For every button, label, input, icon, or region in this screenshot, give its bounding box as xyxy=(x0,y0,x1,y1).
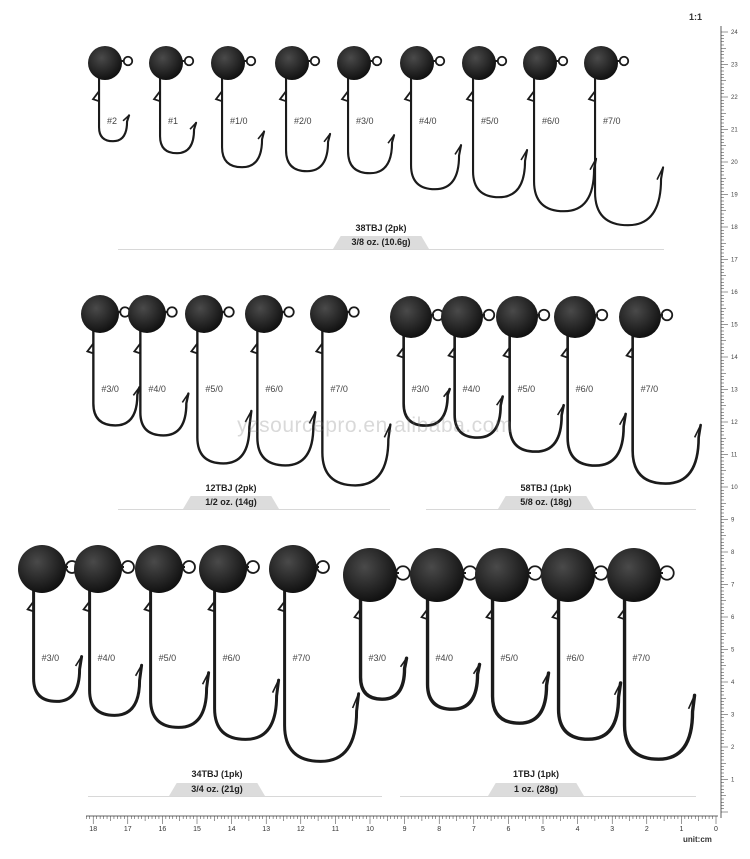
hook-wire xyxy=(559,591,621,739)
ball-head xyxy=(81,295,119,333)
group-38tbj-code: 38TBJ (2pk) xyxy=(355,223,407,233)
hook-size-label: #5/0 xyxy=(517,384,536,394)
vertical-ruler-label: 20 xyxy=(731,160,738,166)
ball-head xyxy=(410,548,464,602)
hook-size-label: #4/0 xyxy=(148,384,166,394)
vertical-ruler-label: 23 xyxy=(731,62,738,69)
unit-label: unit:cm xyxy=(683,835,712,844)
ball-head xyxy=(185,295,223,333)
jig-head-hook xyxy=(607,548,695,759)
hook-size-label: #6/0 xyxy=(222,653,241,663)
line-tie-eye xyxy=(498,57,507,66)
hook-wire xyxy=(34,583,82,701)
group-1tbj-weight: 1 oz. (28g) xyxy=(513,784,558,794)
horizontal-ruler-label: 4 xyxy=(575,826,580,833)
group-1tbj-divider xyxy=(400,796,696,797)
vertical-ruler-label: 19 xyxy=(731,192,738,199)
ball-head xyxy=(199,545,247,593)
line-tie-eye xyxy=(167,307,177,317)
jig-group-1 xyxy=(81,295,390,485)
jig-group-0 xyxy=(88,46,663,225)
hook-wire xyxy=(90,583,142,715)
ball-head xyxy=(462,46,496,80)
jig-head-hook xyxy=(135,545,209,727)
hook-size-label: #7/0 xyxy=(603,116,621,126)
vertical-ruler-label: 5 xyxy=(731,647,735,654)
hook-size-label: #2/0 xyxy=(294,116,312,126)
ball-head xyxy=(88,46,122,80)
hook-wire xyxy=(361,591,407,699)
vertical-ruler-label: 22 xyxy=(731,95,738,101)
horizontal-ruler-label: 10 xyxy=(366,826,374,833)
ball-head xyxy=(607,548,661,602)
jig-head-hook xyxy=(343,548,410,699)
jig-head-hook xyxy=(619,296,701,484)
line-tie-eye xyxy=(436,57,445,66)
jig-head-hook xyxy=(245,295,315,465)
hook-size-label: #7/0 xyxy=(330,384,348,394)
ball-head xyxy=(149,46,183,80)
line-tie-eye xyxy=(559,57,568,66)
ball-head xyxy=(541,548,595,602)
ball-head xyxy=(619,296,661,338)
hook-size-label: #5/0 xyxy=(158,653,177,663)
hook-size-label: #3/0 xyxy=(101,384,119,394)
horizontal-ruler xyxy=(86,816,718,833)
group-38tbj-weight: 3/8 oz. (10.6g) xyxy=(351,237,411,247)
vertical-ruler-label: 4 xyxy=(731,680,735,686)
horizontal-ruler-label: 14 xyxy=(227,826,236,833)
hook-size-label: #4/0 xyxy=(97,653,116,663)
hook-size-label: #2 xyxy=(107,116,118,126)
vertical-ruler-label: 15 xyxy=(731,322,738,329)
ball-head xyxy=(135,545,183,593)
group-12tbj-divider xyxy=(118,509,390,510)
jig-head-hook xyxy=(185,295,251,463)
line-tie-eye xyxy=(284,307,294,317)
hook-wire xyxy=(633,330,701,484)
jig-head-hook xyxy=(199,545,279,739)
line-tie-eye xyxy=(484,310,495,321)
scale-note: 1:1 xyxy=(689,12,703,22)
vertical-ruler-label: 10 xyxy=(731,485,738,491)
jig-head-hook xyxy=(149,46,196,153)
line-tie-eye xyxy=(311,57,320,66)
hook-size-label: #1/0 xyxy=(230,116,248,126)
hook-size-label: #3/0 xyxy=(411,384,430,394)
jig-head-hook xyxy=(390,296,450,426)
hook-wire xyxy=(285,583,359,761)
vertical-ruler-label: 16 xyxy=(731,290,738,296)
group-12tbj-code: 12TBJ (2pk) xyxy=(205,483,257,493)
hook-size-label: #7/0 xyxy=(632,653,651,663)
hook-size-label: #4/0 xyxy=(435,653,454,663)
hook-wire xyxy=(411,73,461,189)
group-34tbj-code: 34TBJ (1pk) xyxy=(191,769,243,779)
horizontal-ruler-label: 8 xyxy=(437,826,442,833)
vertical-ruler-label: 13 xyxy=(731,387,738,394)
line-tie-eye xyxy=(124,57,133,66)
vertical-ruler-label: 12 xyxy=(731,420,738,426)
hook-wire xyxy=(322,325,390,485)
hook-size-label: #7/0 xyxy=(640,384,659,394)
ball-head xyxy=(343,548,397,602)
group-34tbj-divider xyxy=(88,796,382,797)
jig-head-hook xyxy=(410,548,480,709)
line-tie-eye xyxy=(185,57,194,66)
jig-head-hook xyxy=(462,46,527,197)
jig-head-hook xyxy=(74,545,142,715)
hook-wire xyxy=(568,330,626,466)
jig-head-hook xyxy=(523,46,596,211)
ball-head xyxy=(310,295,348,333)
hook-size-label: #4/0 xyxy=(419,116,437,126)
vertical-ruler-label: 1 xyxy=(731,777,735,784)
group-12tbj-weight: 1/2 oz. (14g) xyxy=(205,497,257,507)
hook-wire xyxy=(404,330,450,426)
hook-wire xyxy=(99,73,129,141)
vertical-ruler-label: 17 xyxy=(731,257,738,264)
group-58tbj-weight: 5/8 oz. (18g) xyxy=(520,497,572,507)
vertical-ruler-label: 8 xyxy=(731,550,735,556)
hook-wire xyxy=(428,591,480,709)
horizontal-ruler-label: 2 xyxy=(644,826,649,833)
line-tie-eye xyxy=(597,310,608,321)
horizontal-ruler-label: 7 xyxy=(471,826,476,833)
ball-head xyxy=(74,545,122,593)
vertical-ruler-label: 18 xyxy=(731,225,738,231)
ball-head xyxy=(400,46,434,80)
horizontal-ruler-label: 17 xyxy=(123,826,132,833)
hook-wire xyxy=(534,73,596,211)
jig-group-3 xyxy=(18,545,359,761)
ball-head xyxy=(584,46,618,80)
ball-head xyxy=(554,296,596,338)
horizontal-ruler-label: 5 xyxy=(541,826,545,833)
line-tie-eye xyxy=(224,307,234,317)
jig-head-hook xyxy=(475,548,549,723)
hook-wire xyxy=(473,73,527,197)
line-tie-eye xyxy=(662,310,673,321)
horizontal-ruler-label: 15 xyxy=(193,826,201,833)
horizontal-ruler-label: 1 xyxy=(679,826,684,833)
horizontal-ruler-label: 0 xyxy=(714,826,718,833)
horizontal-ruler-label: 18 xyxy=(89,826,98,833)
vertical-ruler-label: 24 xyxy=(731,30,738,36)
ball-head xyxy=(523,46,557,80)
hook-size-label: #3/0 xyxy=(368,653,387,663)
hook-wire xyxy=(625,591,695,759)
hook-wire xyxy=(160,73,196,153)
jig-head-hook xyxy=(88,46,132,141)
jig-head-hook xyxy=(18,545,82,701)
line-tie-eye xyxy=(349,307,359,317)
vertical-ruler-label: 2 xyxy=(731,745,735,751)
jig-head-hook xyxy=(310,295,390,485)
group-38tbj-divider xyxy=(118,249,664,250)
hook-wire xyxy=(595,73,663,225)
horizontal-ruler-label: 9 xyxy=(402,826,407,833)
vertical-ruler-label: 14 xyxy=(731,355,738,361)
hook-wire xyxy=(93,325,139,425)
hook-size-label: #4/0 xyxy=(462,384,481,394)
vertical-ruler-label: 11 xyxy=(731,452,738,459)
watermark-text: yzsourcepro.en.alibaba.com xyxy=(237,414,513,437)
group-1tbj-code: 1TBJ (1pk) xyxy=(512,769,559,779)
ball-head xyxy=(441,296,483,338)
ball-head xyxy=(269,545,317,593)
hook-wire xyxy=(197,325,251,463)
jig-group-4 xyxy=(343,548,695,759)
group-58tbj-divider xyxy=(426,509,696,510)
hook-size-label: #5/0 xyxy=(500,653,519,663)
jig-head-hook xyxy=(337,46,394,173)
hook-size-label: #6/0 xyxy=(542,116,560,126)
ball-head xyxy=(128,295,166,333)
horizontal-ruler-label: 11 xyxy=(331,826,340,833)
ball-head xyxy=(496,296,538,338)
hook-size-label: #5/0 xyxy=(481,116,499,126)
group-34tbj-weight: 3/4 oz. (21g) xyxy=(191,784,243,794)
jig-head-hook xyxy=(275,46,330,171)
hook-size-label: #1 xyxy=(168,116,179,126)
ball-head xyxy=(18,545,66,593)
jig-head-hook xyxy=(584,46,663,225)
ball-head xyxy=(337,46,371,80)
line-tie-eye xyxy=(247,57,256,66)
vertical-ruler-label: 7 xyxy=(731,582,735,589)
vertical-ruler-label: 3 xyxy=(731,712,735,719)
horizontal-ruler-label: 6 xyxy=(506,826,511,833)
jig-head-hook xyxy=(400,46,461,189)
group-58tbj-code: 58TBJ (1pk) xyxy=(520,483,572,493)
hook-size-label: #6/0 xyxy=(265,384,283,394)
jig-head-hook xyxy=(554,296,626,466)
ball-head xyxy=(275,46,309,80)
ball-head xyxy=(245,295,283,333)
line-tie-eye xyxy=(539,310,550,321)
ball-head xyxy=(390,296,432,338)
hook-size-label: #6/0 xyxy=(566,653,585,663)
hook-size-label: #7/0 xyxy=(292,653,311,663)
hook-size-label: #6/0 xyxy=(575,384,594,394)
line-tie-eye xyxy=(620,57,629,66)
line-tie-eye xyxy=(373,57,382,66)
vertical-ruler-label: 9 xyxy=(731,517,735,524)
ball-head xyxy=(211,46,245,80)
vertical-ruler-label: 21 xyxy=(731,127,738,134)
hook-wire xyxy=(257,325,315,465)
hook-size-label: #3/0 xyxy=(356,116,374,126)
jig-group-2 xyxy=(390,296,701,484)
hook-size-label: #5/0 xyxy=(205,384,223,394)
jig-head-hook xyxy=(211,46,264,167)
vertical-ruler-label: 6 xyxy=(731,615,735,621)
horizontal-ruler-label: 12 xyxy=(296,826,305,833)
horizontal-ruler-label: 16 xyxy=(158,826,167,833)
hook-size-label: #3/0 xyxy=(41,653,60,663)
horizontal-ruler-label: 3 xyxy=(610,826,615,833)
horizontal-ruler-label: 13 xyxy=(262,826,271,833)
ball-head xyxy=(475,548,529,602)
